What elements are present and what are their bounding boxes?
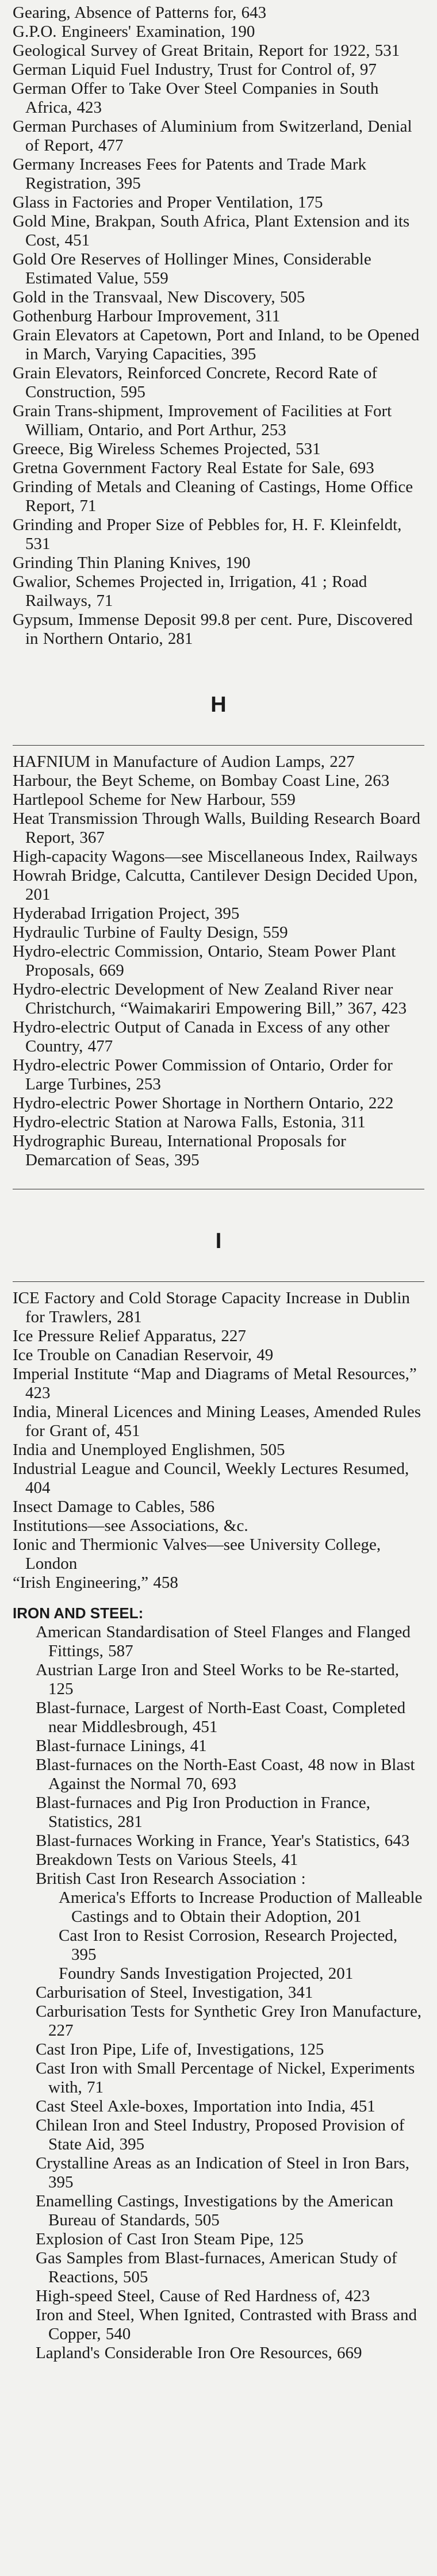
g-section [13, 3, 424, 648]
index-entry: Crystalline Areas as an Indication of Steel in Iron Bars, 395 [36, 2154, 410, 2191]
section-heading-iron-and-steel: IRON AND STEEL: [13, 1604, 144, 1622]
index-entry: Blast-furnaces on the North-East Coast, 48 now in Blast Against the Normal 70, 693 [36, 1756, 415, 1793]
index-entry: Ice Trouble on Canadian Reservoir, 49 [13, 1346, 274, 1364]
index-entry: Gretna Government Factory Real Estate for Sale, 693 [13, 459, 374, 477]
index-entry: ICE Factory and Cold Storage Capacity Increase in Dublin for Trawlers, 281 [13, 1289, 410, 1326]
index-entry: Germany Increases Fees for Patents and Trade Mark Registration, 395 [13, 155, 367, 193]
index-entry: American Standardisation of Steel Flanges and Flanged Fittings, 587 [36, 1623, 411, 1660]
index-entry: British Cast Iron Research Association : [36, 1869, 306, 1888]
index-entry: High-speed Steel, Cause of Red Hardness of, 423 [36, 2287, 370, 2305]
index-entry: Hydrographic Bureau, International Proposals for Demarcation of Seas, 395 [13, 1132, 346, 1169]
index-entry: Carburisation Tests for Synthetic Grey Iron Manufacture, 227 [36, 2002, 422, 2040]
index-entry: Ice Pressure Relief Apparatus, 227 [13, 1327, 246, 1345]
section-letter-h: H [210, 693, 227, 717]
index-entry: Gold Ore Reserves of Hollinger Mines, Considerable Estimated Value, 559 [13, 250, 371, 287]
i-section [13, 1289, 424, 1592]
index-entry: Gold Mine, Brakpan, South Africa, Plant Extension and its Cost, 451 [13, 212, 410, 249]
index-entry: Glass in Factories and Proper Ventilation, 175 [13, 193, 323, 212]
index-entry: Cast Iron Pipe, Life of, Investigations, 125 [36, 2040, 324, 2059]
index-entry: G.P.O. Engineers' Examination, 190 [13, 22, 255, 41]
index-entry: Blast-furnace Linings, 41 [36, 1737, 207, 1755]
index-entry: Greece, Big Wireless Schemes Projected, 531 [13, 440, 321, 458]
index-entry: Chilean Iron and Steel Industry, Proposed Provision of State Aid, 395 [36, 2116, 405, 2153]
index-entry: India, Mineral Licences and Mining Leases, Amended Rules for Grant of, 451 [13, 1403, 421, 1440]
section-letter-i: I [215, 1229, 222, 1253]
index-entry: Hydro-electric Power Commission of Ontario, Order for Large Turbines, 253 [13, 1056, 393, 1093]
index-entry: HAFNIUM in Manufacture of Audion Lamps, 227 [13, 753, 355, 771]
index-entry: Gearing, Absence of Patterns for, 643 [13, 3, 267, 22]
index-entry: India and Unemployed Englishmen, 505 [13, 1441, 285, 1459]
index-entry: Industrial League and Council, Weekly Lectures Resumed, 404 [13, 1460, 409, 1497]
index-entry: Hydro-electric Commission, Ontario, Steam Power Plant Proposals, 669 [13, 942, 396, 980]
index-entry: “Irish Engineering,” 458 [13, 1573, 178, 1592]
h-section [13, 753, 424, 1170]
divider [13, 1281, 424, 1282]
index-entry: Grinding and Proper Size of Pebbles for, H. F. Kleinfeldt, 531 [13, 516, 402, 553]
index-entry: Grinding of Metals and Cleaning of Castings, Home Office Report, 71 [13, 478, 413, 515]
index-entry: German Offer to Take Over Steel Companies in South Africa, 423 [13, 79, 379, 117]
iron-and-steel-section [13, 1623, 424, 2363]
index-entry: Gothenburg Harbour Improvement, 311 [13, 307, 281, 325]
index-entry: Gold in the Transvaal, New Discovery, 505 [13, 288, 305, 306]
index-entry: Geological Survey of Great Britain, Report for 1922, 531 [13, 41, 400, 60]
index-entry: Howrah Bridge, Calcutta, Cantilever Design Decided Upon, 201 [13, 866, 418, 904]
index-entry: Cast Steel Axle-boxes, Importation into India, 451 [36, 2097, 375, 2116]
index-entry: Enamelling Castings, Investigations by the American Bureau of Standards, 505 [36, 2192, 393, 2229]
index-entry: Austrian Large Iron and Steel Works to be Re-started, 125 [36, 1661, 399, 1698]
index-entry: Cast Iron with Small Percentage of Nickel, Experiments with, 71 [36, 2059, 415, 2097]
index-entry: Iron and Steel, When Ignited, Contrasted with Brass and Copper, 540 [36, 2306, 417, 2343]
divider [13, 745, 424, 746]
index-entry: Blast-furnaces Working in France, Year's Statistics, 643 [36, 1832, 410, 1850]
index-entry: Imperial Institute “Map and Diagrams of Metal Resources,” 423 [13, 1365, 417, 1402]
index-entry: Hydro-electric Development of New Zealand River near Christchurch, “Waimakariri Empowering Bill,” 367, 423 [13, 980, 407, 1018]
index-entry: America's Efforts to Increase Production of Malleable Castings and to Obtain their Adoption, 201 [59, 1888, 423, 1926]
index-entry: Harbour, the Beyt Scheme, on Bombay Coast Line, 263 [13, 771, 390, 790]
index-entry: Grain Elevators at Capetown, Port and Inland, to be Opened in March, Varying Capacities, 395 [13, 326, 420, 363]
index-entry: Cast Iron to Resist Corrosion, Research Projected, 395 [59, 1926, 398, 1964]
index-entry: Insect Damage to Cables, 586 [13, 1498, 215, 1516]
index-entry: Hydraulic Turbine of Faulty Design, 559 [13, 923, 288, 942]
index-entry: Gypsum, Immense Deposit 99.8 per cent. Pure, Discovered in Northern Ontario, 281 [13, 611, 413, 648]
index-entry: German Purchases of Aluminium from Switzerland, Denial of Report, 477 [13, 117, 412, 155]
index-entry: Grinding Thin Planing Knives, 190 [13, 554, 251, 572]
index-entry: Gas Samples from Blast-furnaces, American Study of Reactions, 505 [36, 2249, 397, 2286]
index-entry: Lapland's Considerable Iron Ore Resources, 669 [36, 2344, 362, 2362]
index-entry: Blast-furnaces and Pig Iron Production in France, Statistics, 281 [36, 1794, 370, 1831]
index-entry: High-capacity Wagons—see Miscellaneous Index, Railways [13, 847, 418, 866]
index-entry: Grain Trans-shipment, Improvement of Facilities at Fort William, Ontario, and Port Arthur, 253 [13, 402, 392, 439]
index-entry: Hydro-electric Power Shortage in Northern Ontario, 222 [13, 1094, 394, 1112]
index-entry: Hyderabad Irrigation Project, 395 [13, 904, 240, 923]
index-entry: German Liquid Fuel Industry, Trust for Control of, 97 [13, 60, 377, 79]
index-entry: Gwalior, Schemes Projected in, Irrigation, 41 ; Road Railways, 71 [13, 573, 367, 610]
index-entry: Carburisation of Steel, Investigation, 341 [36, 1983, 313, 2002]
index-entry: Explosion of Cast Iron Steam Pipe, 125 [36, 2230, 304, 2248]
index-entry: Institutions—see Associations, &c. [13, 1517, 248, 1535]
index-entry: Breakdown Tests on Various Steels, 41 [36, 1851, 298, 1869]
index-entry: Heat Transmission Through Walls, Building Research Board Report, 367 [13, 809, 421, 847]
index-entry: Hartlepool Scheme for New Harbour, 559 [13, 790, 296, 809]
index-entry: Hydro-electric Station at Narowa Falls, Estonia, 311 [13, 1113, 366, 1131]
index-entry: Grain Elevators, Reinforced Concrete, Record Rate of Construction, 595 [13, 364, 378, 401]
index-entry: Foundry Sands Investigation Projected, 201 [59, 1964, 354, 1983]
index-entry: Ionic and Thermionic Valves—see University College, London [13, 1535, 381, 1573]
index-entry: Hydro-electric Output of Canada in Excess of any other Country, 477 [13, 1018, 390, 1055]
index-entry: Blast-furnace, Largest of North-East Coast, Completed near Middlesbrough, 451 [36, 1699, 406, 1736]
